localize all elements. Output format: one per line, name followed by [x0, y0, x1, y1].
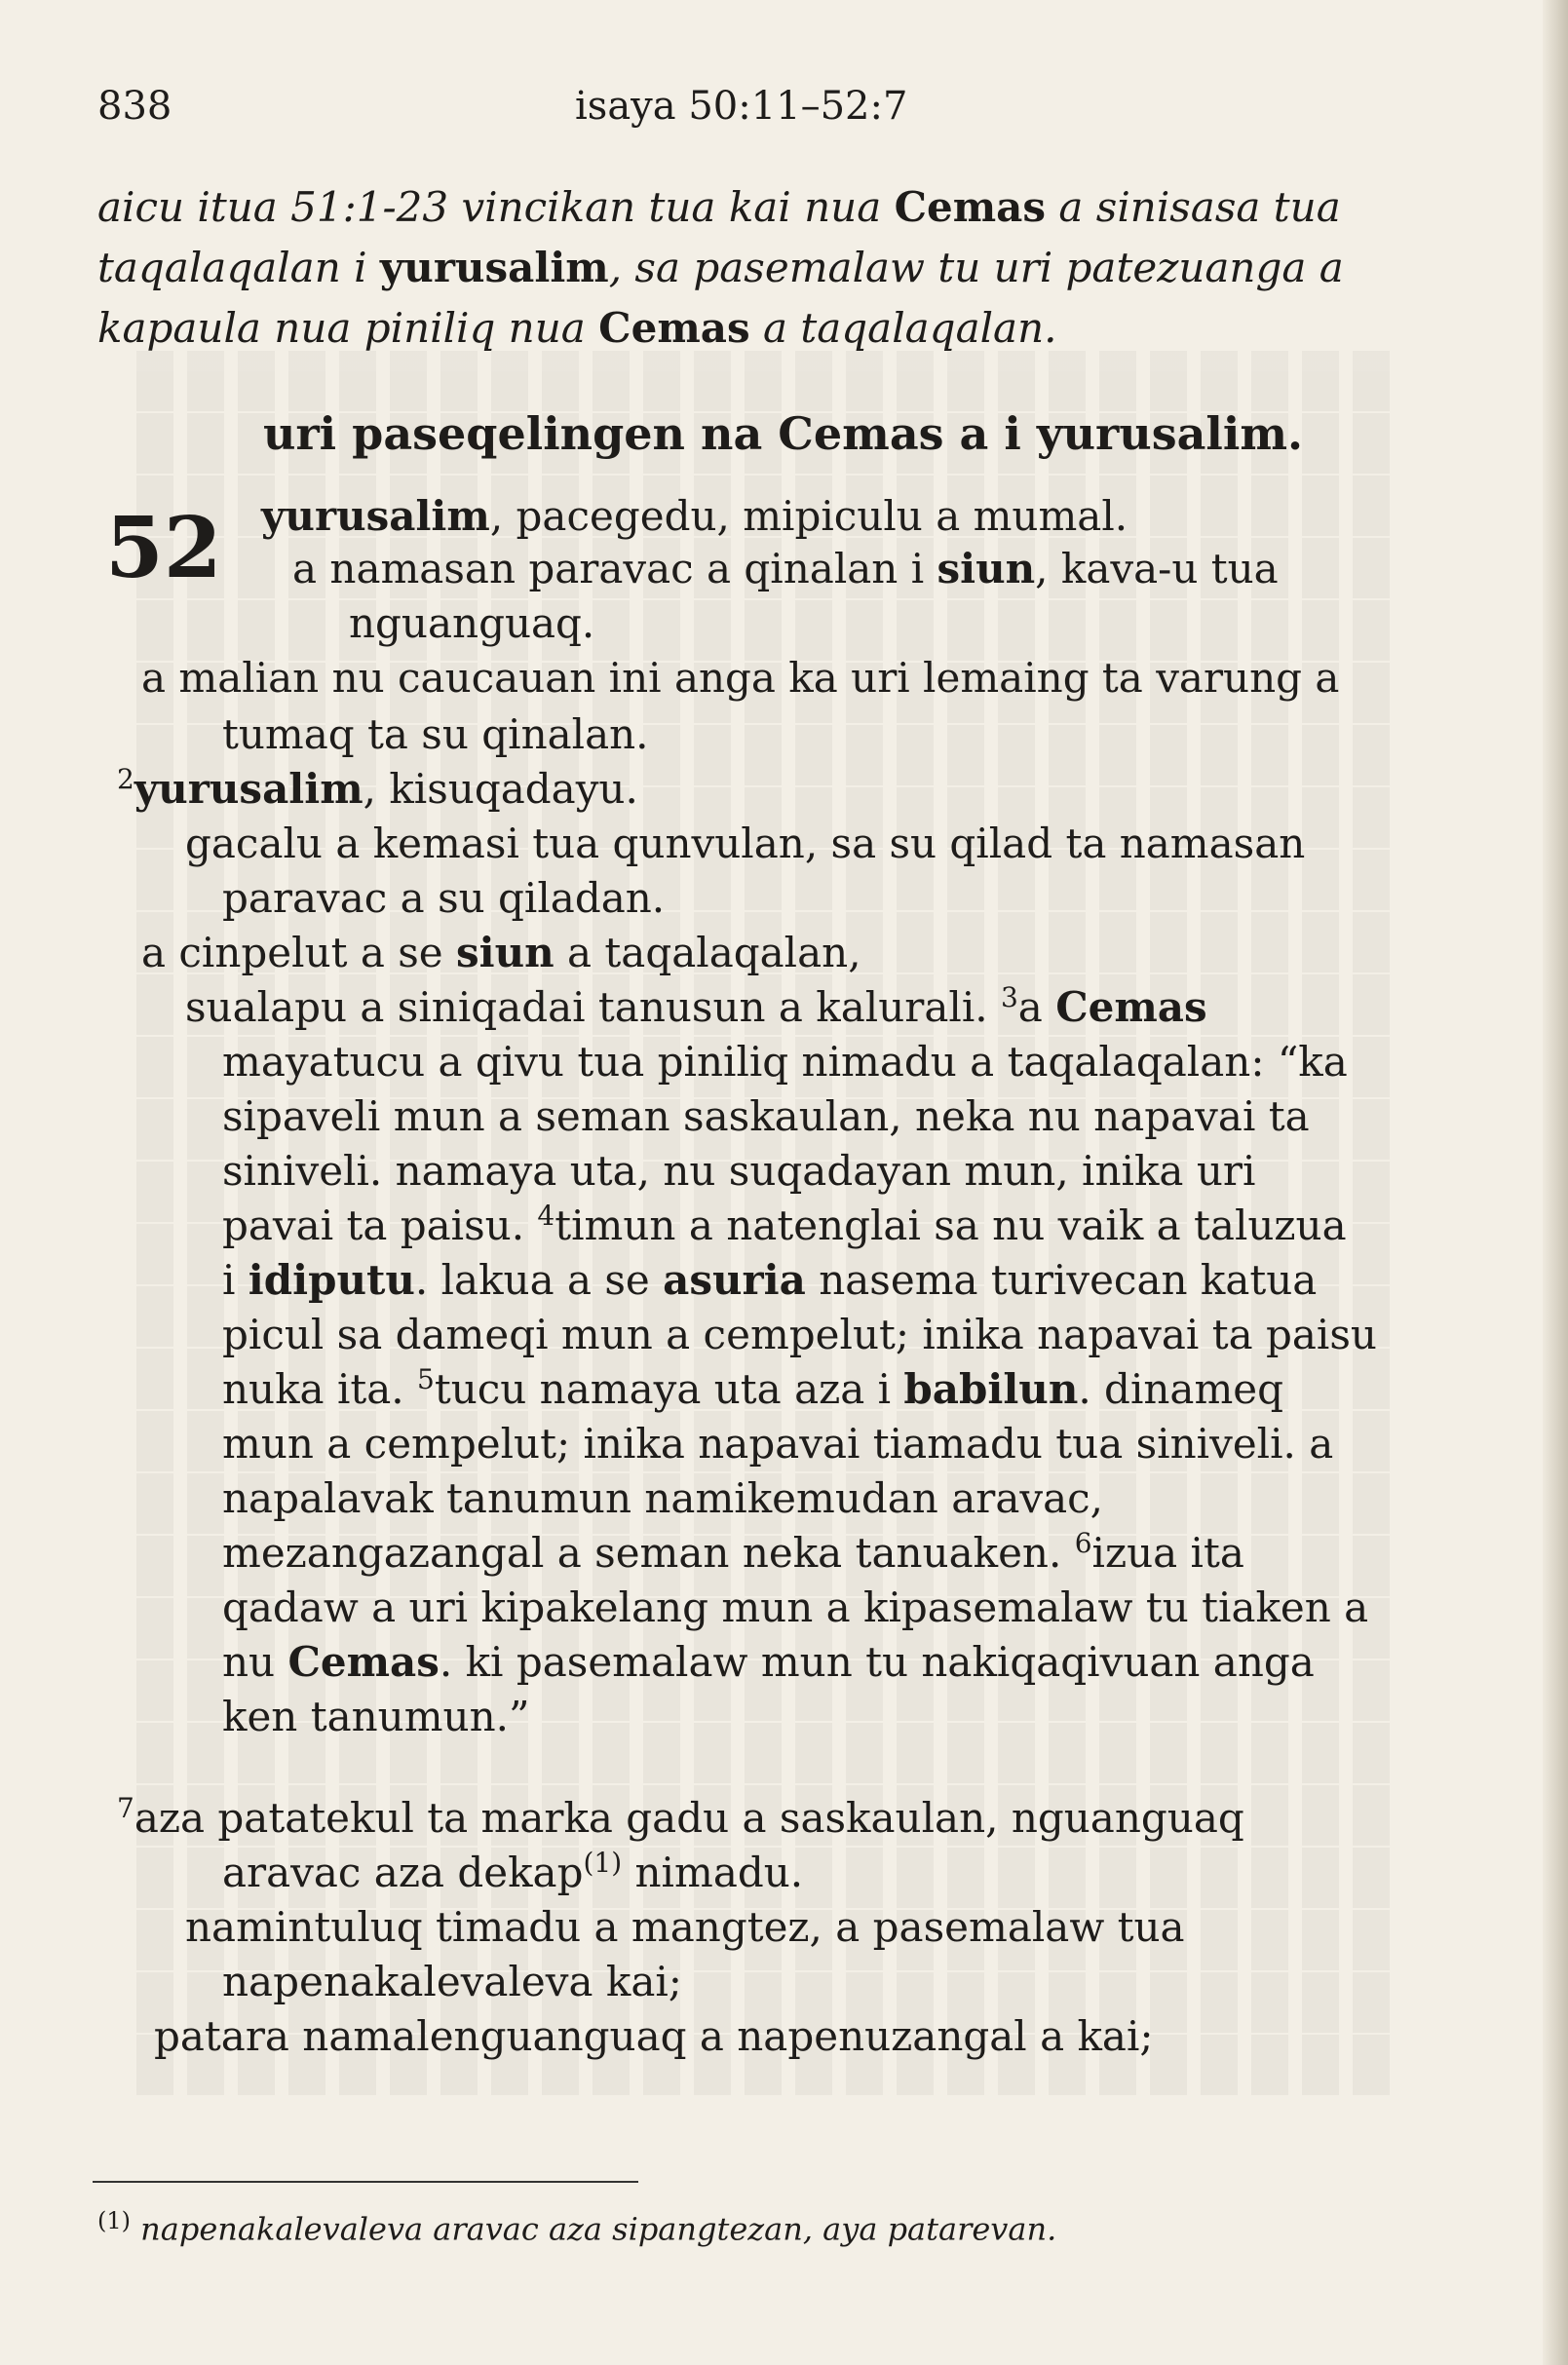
- verse-number: 6: [1074, 1527, 1092, 1559]
- intro-keyword: Cemas: [894, 183, 1047, 231]
- chapter-number: 52: [105, 499, 222, 597]
- verse-line: paravac a su qiladan.: [222, 874, 666, 922]
- verse-line: namintuluq timadu a mangtez, a pasemalaw tua: [185, 1903, 1185, 1951]
- verse-line: tumaq ta su qinalan.: [222, 710, 649, 758]
- section-title: uri paseqelingen na Cemas a i yurusalim.: [263, 407, 1304, 460]
- verse-line: nu Cemas. ki pasemalaw mun tu nakiqaqivuan anga: [222, 1638, 1315, 1686]
- intro-text: aicu itua 51:1-23 vincikan tua kai nua: [97, 183, 895, 231]
- verse-line: nuka ita. $^5$tucu namaya uta aza i babilun. dinameq: [222, 1363, 1284, 1413]
- page-spine-shadow: [1543, 0, 1568, 2365]
- verse-line: pavai ta paisu. $^4$timun a natenglai sa nu vaik a taluzua: [222, 1200, 1347, 1249]
- verse-line: mayatucu a qivu tua piniliq nimadu a taqalaqalan: “ka: [222, 1038, 1348, 1086]
- verse-line: a namasan paravac a qinalan i siun, kava-u tua: [292, 545, 1279, 592]
- verse-number: 4: [537, 1200, 555, 1232]
- intro-text: a taqalaqalan.: [749, 304, 1057, 352]
- verse-line: a cinpelut a se siun a taqalaqalan,: [141, 929, 861, 976]
- verse-line: $^7$aza patatekul ta marka gadu a saskaulan, nguanguaq: [117, 1792, 1244, 1842]
- verse-line: i idiputu. lakua a se asuria nasema turivecan katua: [222, 1256, 1318, 1304]
- running-header-reference: isaya 50:11–52:7: [575, 84, 908, 129]
- verse-number: 3: [1000, 981, 1018, 1013]
- footnote-text: napenakalevaleva aravac aza sipangtezan, aya patarevan.: [140, 2210, 1057, 2248]
- footnote-marker: (1): [97, 2207, 131, 2234]
- footnote-divider: [93, 2181, 638, 2183]
- intro-keyword: yurusalim: [379, 244, 609, 291]
- verse-line: mun a cempelut; inika napavai tiamadu tua siniveli. a: [222, 1420, 1334, 1468]
- verse-line: napenakalevaleva kai;: [222, 1958, 682, 2005]
- verse-line: napalavak tanumun namikemudan aravac,: [222, 1474, 1104, 1522]
- verse-line: nguanguaq.: [349, 599, 595, 647]
- verse-line: qadaw a uri kipakelang mun a kipasemalaw tu tiaken a: [222, 1583, 1369, 1631]
- verse-number: 2: [117, 763, 134, 795]
- verse-line: siniveli. namaya uta, nu suqadayan mun, inika uri: [222, 1147, 1256, 1195]
- footnote: [97, 2207, 1056, 2248]
- verse-line: patara namalenguanguaq a napenuzangal a kai;: [154, 2012, 1154, 2060]
- verse-line: ken tanumun.”: [222, 1693, 530, 1740]
- verse-line: mezangazangal a seman neka tanuaken. $^6$izua ita: [222, 1527, 1244, 1577]
- verse-line: sipaveli mun a seman saskaulan, neka nu napavai ta: [222, 1092, 1310, 1140]
- verse-line: a malian nu caucauan ini anga ka uri lemaing ta varung a: [141, 654, 1340, 702]
- verse-number: 7: [117, 1792, 134, 1824]
- page-number: 838: [97, 84, 172, 129]
- verse-line: sualapu a siniqadai tanusun a kalurali. $^3$a Cemas: [185, 981, 1207, 1031]
- verse-line: aravac aza dekap$^{(1)}$ nimadu.: [222, 1847, 804, 1896]
- verse-number: 5: [417, 1363, 435, 1395]
- verse-line: $^2$yurusalim, kisuqadayu.: [117, 763, 638, 813]
- verse-line: picul sa dameqi mun a cempelut; inika napavai ta paisu: [222, 1311, 1377, 1358]
- verse-line: yurusalim, pacegedu, mipiculu a mumal.: [261, 492, 1128, 540]
- intro-text: a sinisasa tua taqalaqalan i: [97, 183, 1341, 291]
- verse-line: gacalu a kemasi tua qunvulan, sa su qilad ta namasan: [185, 820, 1306, 867]
- footnote-reference: (1): [583, 1847, 623, 1879]
- intro-keyword: Cemas: [598, 304, 750, 352]
- section-intro: [97, 177, 1442, 359]
- intro-text: , sa pasemalaw tu uri patezuanga a kapaula nua piniliq nua: [97, 244, 1344, 352]
